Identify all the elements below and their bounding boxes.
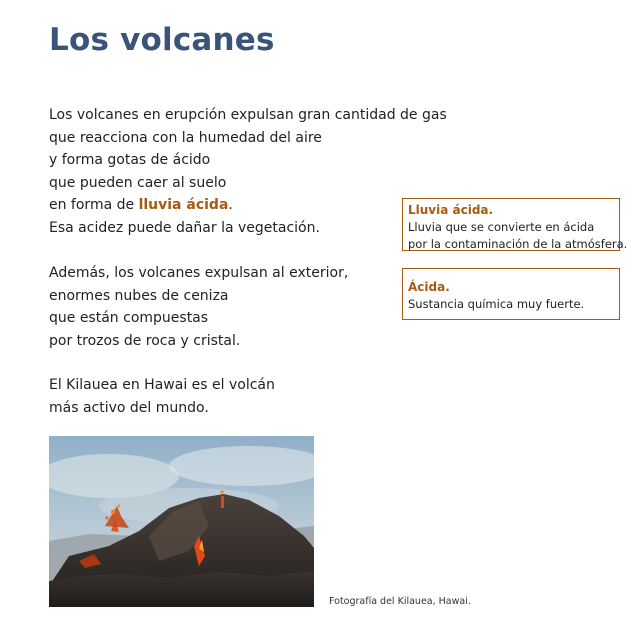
text-line: que pueden caer al suelo — [49, 174, 227, 191]
text-line: más activo del mundo. — [49, 399, 209, 416]
glossary-box-lluvia-acida — [402, 198, 628, 251]
glossary-definition: Lluvia que se convierte en ácida — [408, 220, 595, 234]
photo-caption: Fotografía del Kilauea, Hawai. — [329, 596, 471, 607]
glossary-term: Lluvia ácida. — [408, 203, 494, 217]
text-line: que reacciona con la humedad del aire — [49, 129, 322, 146]
glossary-definition: por la contaminación de la atmósfera. — [408, 237, 628, 251]
text-line: El Kilauea en Hawai es el volcán — [49, 377, 275, 393]
page-title: Los volcanes — [49, 22, 275, 58]
paragraph-eruption — [49, 104, 447, 239]
text-line: que están compuestas — [49, 310, 209, 326]
glossary-definition: Sustancia química muy fuerte. — [408, 297, 585, 311]
text-line — [49, 194, 447, 217]
text-fragment: en forma de — [49, 197, 139, 213]
text-line: Los volcanes en erupción expulsan gran cantidad de gas — [49, 107, 447, 123]
glossary-term: Ácida. — [408, 280, 450, 294]
text-line: por trozos de roca y cristal. — [49, 332, 241, 349]
text-fragment: . — [228, 197, 233, 213]
paragraph-kilauea — [49, 374, 275, 419]
glossary-box-acida — [402, 268, 620, 320]
text-line: Además, los volcanes expulsan al exterior, — [49, 265, 349, 281]
text-line: Esa acidez puede dañar la vegetación. — [49, 219, 320, 236]
glossary-term-highlight: lluvia ácida — [138, 197, 229, 213]
text-line: enormes nubes de ceniza — [49, 287, 229, 304]
text-line: y forma gotas de ácido — [49, 152, 211, 168]
volcano-photo — [49, 436, 314, 607]
paragraph-ash — [49, 262, 348, 352]
